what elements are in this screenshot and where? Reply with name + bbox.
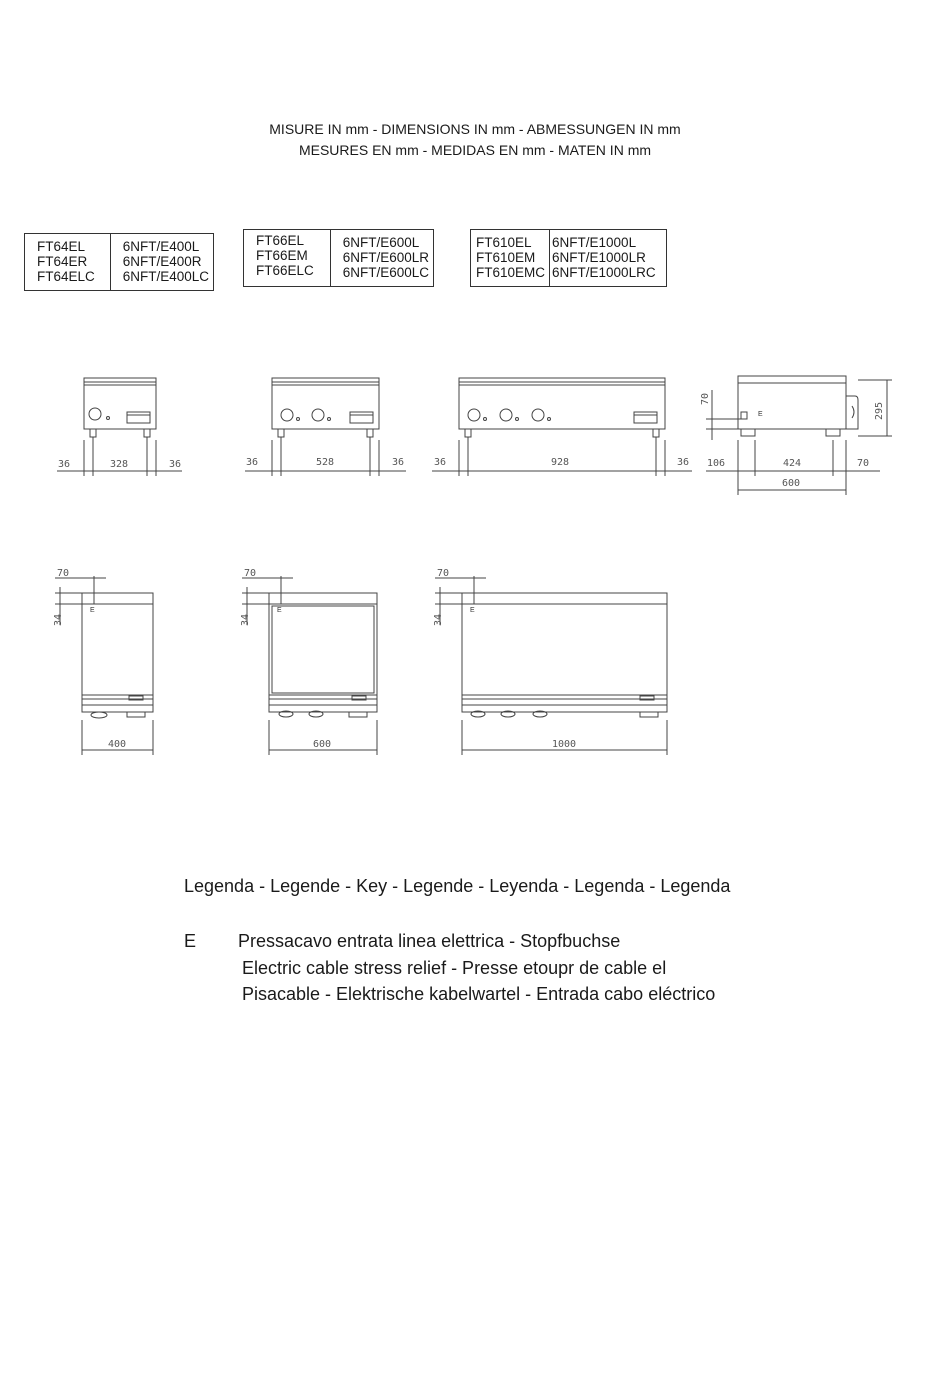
dim-front-600-right: 36 [392,457,405,468]
dim-side-right: 70 [857,458,870,469]
marker-e-side: E [758,411,763,418]
legend-line: Pressacavo entrata linea elettrica - Stopfbuchse [238,931,621,951]
dim-top-1000-offset: 70 [437,568,450,579]
top-view-600 [242,576,377,755]
legend-title: Legenda - Legende - Key - Legende - Leyenda - Legenda - Legenda [184,876,731,896]
model-variant: 6NFT/E600LC [342,265,429,280]
model-code: FT610EL [476,235,532,250]
dim-side-cable: 70 [700,392,711,405]
model-code: FT64ER [37,254,88,269]
header-line-2: MESURES EN mm - MEDIDAS EN mm - MATEN IN mm [298,142,652,158]
dim-top-400-side: 34 [53,613,64,626]
dim-side-center: 424 [783,458,802,469]
model-code: FT610EM [476,250,536,265]
legend-code: E [184,931,197,951]
dim-top-600-offset: 70 [244,568,257,579]
dim-front-600-left: 36 [246,457,259,468]
model-code: FT64ELC [37,269,95,284]
dim-front-600-center: 528 [316,457,335,468]
top-view-1000 [435,576,667,755]
model-code: FT610EMC [476,265,546,280]
dim-side-height: 295 [874,401,885,420]
dim-side-depth: 600 [782,478,801,489]
dim-front-400-right: 36 [169,459,182,470]
model-variant: 6NFT/E600L [342,235,420,250]
dim-front-1000-center: 928 [551,457,570,468]
dim-top-600-side: 34 [240,613,251,626]
dim-top-400-width: 400 [108,739,127,750]
legend-line: Electric cable stress relief - Presse etoupr de cable el [242,957,667,978]
model-code: FT66EM [256,248,308,263]
model-code: FT64EL [37,239,86,254]
model-variant: 6NFT/E400L [122,239,200,254]
model-variant: 6NFT/E600LR [342,250,429,265]
marker-e-1000: E [470,607,475,614]
dim-top-1000-width: 1000 [552,739,577,750]
marker-e-400: E [90,607,95,614]
model-code: FT66ELC [256,263,314,278]
model-variant: 6NFT/E1000LRC [552,265,656,280]
marker-e-600: E [277,607,282,614]
dim-front-400-center: 328 [110,459,129,470]
dim-top-1000-side: 34 [433,613,444,626]
legend-line: Pisacable - Elektrische kabelwartel - Entrada cabo eléctrico [242,984,716,1004]
dim-front-400-left: 36 [58,459,71,470]
model-variant: 6NFT/E1000LR [552,250,646,265]
legend-description [238,928,715,1008]
model-variant: 6NFT/E400LC [122,269,209,284]
top-view-400 [55,576,153,755]
model-code: FT66EL [256,233,305,248]
dim-top-400-offset: 70 [57,568,70,579]
model-variant: 6NFT/E1000L [552,235,637,250]
model-variant: 6NFT/E400R [122,254,202,269]
dim-front-1000-left: 36 [434,457,447,468]
dim-side-left: 106 [707,458,726,469]
dim-top-600-width: 600 [313,739,332,750]
header-line-1: MISURE IN mm - DIMENSIONS IN mm - ABMESSUNGEN IN mm [269,121,681,137]
dim-front-1000-right: 36 [677,457,690,468]
